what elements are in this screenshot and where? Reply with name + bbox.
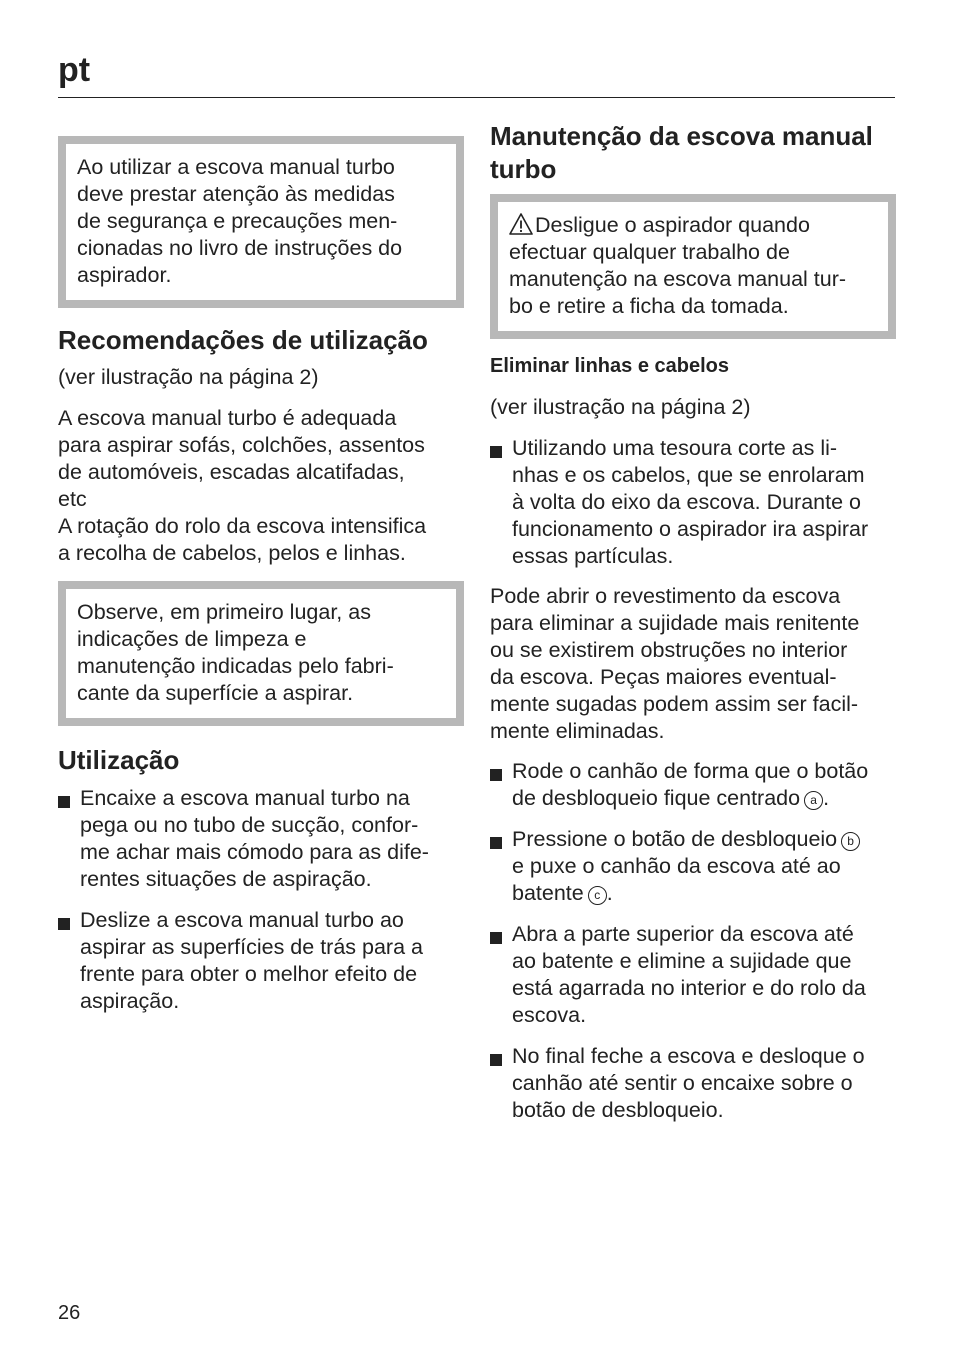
heading-line: turbo bbox=[490, 154, 557, 184]
paragraph-line: ou se existirem obstruções no interior bbox=[490, 638, 848, 662]
bullet-square-icon bbox=[58, 796, 70, 808]
language-marker: pt bbox=[58, 51, 91, 89]
warning-text: Desligue o aspirador quando bbox=[535, 213, 810, 237]
paragraph-line: de automóveis, escadas alcatifadas, bbox=[58, 460, 405, 484]
paragraph-line: mente sugadas podem assim ser facil- bbox=[490, 692, 859, 716]
list-item bbox=[58, 907, 464, 1015]
note-line: indicações de limpeza e bbox=[77, 627, 307, 651]
warning-triangle-icon bbox=[509, 213, 533, 235]
recommendations-heading: Recomendações de utilização bbox=[58, 325, 428, 355]
right-column bbox=[490, 120, 896, 1124]
bullet-square-icon bbox=[490, 837, 502, 849]
warning-line: manutenção na escova manual tur- bbox=[509, 267, 847, 291]
recommendations-paragraph bbox=[58, 405, 464, 567]
item-line: aspirar as superfícies de trás para a bbox=[80, 935, 423, 959]
safety-line: aspirador. bbox=[77, 263, 172, 287]
paragraph-line: mente eliminadas. bbox=[490, 719, 665, 743]
marker-a-icon: a bbox=[804, 791, 823, 810]
item-line: e puxe o canhão da escova até ao bbox=[512, 854, 841, 878]
paragraph-line: a recolha de cabelos, pelos e linhas. bbox=[58, 541, 406, 565]
paragraph-line: Pode abrir o revestimento da escova bbox=[490, 584, 841, 608]
list-item bbox=[490, 826, 896, 907]
bullet-square-icon bbox=[490, 932, 502, 944]
paragraph-line: A escova manual turbo é adequada bbox=[58, 406, 397, 430]
safety-line: cionadas no livro de instruções do bbox=[77, 236, 403, 260]
subsection-reference: (ver ilustração na página 2) bbox=[490, 395, 751, 419]
note-line: cante da superfície a aspirar. bbox=[77, 681, 354, 705]
bullet-square-icon bbox=[490, 769, 502, 781]
item-line: funcionamento o aspirador ira aspirar bbox=[512, 517, 869, 541]
item-line: ao batente e elimine a sujidade que bbox=[512, 949, 852, 973]
item-line: Abra a parte superior da escova até bbox=[512, 922, 854, 946]
item-line: nhas e os cabelos, que se enrolaram bbox=[512, 463, 865, 487]
subsection-heading: Eliminar linhas e cabelos bbox=[490, 355, 729, 377]
item-line bbox=[512, 785, 896, 812]
list-item bbox=[490, 435, 896, 570]
cutting-list bbox=[490, 435, 896, 570]
item-text: de desbloqueio fique centrado bbox=[512, 786, 801, 810]
paragraph-line: para aspirar sofás, colchões, assentos bbox=[58, 433, 425, 457]
item-line: escova. bbox=[512, 1003, 587, 1027]
item-text: Pressione o botão de desbloqueio bbox=[512, 827, 838, 851]
left-column bbox=[58, 120, 464, 1015]
list-item bbox=[490, 1043, 896, 1124]
steps-list bbox=[490, 758, 896, 1124]
bullet-square-icon bbox=[490, 446, 502, 458]
warning-box bbox=[490, 194, 896, 339]
item-line: botão de desbloqueio. bbox=[512, 1098, 724, 1122]
item-text: . bbox=[606, 881, 613, 905]
list-item bbox=[58, 785, 464, 893]
page-number: 26 bbox=[58, 1302, 81, 1324]
note-line: manutenção indicadas pelo fabri- bbox=[77, 654, 394, 678]
item-line: Deslize a escova manual turbo ao bbox=[80, 908, 404, 932]
paragraph-line: etc bbox=[58, 487, 87, 511]
heading-line: Manutenção da escova manual bbox=[490, 121, 873, 151]
item-line: frente para obter o melhor efeito de bbox=[80, 962, 418, 986]
item-line: me achar mais cómodo para as dife- bbox=[80, 840, 429, 864]
item-line bbox=[512, 826, 896, 853]
bullet-square-icon bbox=[58, 918, 70, 930]
marker-c-icon: c bbox=[588, 886, 607, 905]
item-line: essas partículas. bbox=[512, 544, 674, 568]
warning-line: bo e retire a ficha da tomada. bbox=[509, 294, 789, 318]
item-line: pega ou no tubo de sucção, confor- bbox=[80, 813, 419, 837]
care-note-box bbox=[58, 581, 464, 726]
warning-line: efectuar qualquer trabalho de bbox=[509, 240, 790, 264]
safety-note-box bbox=[58, 136, 464, 308]
maintenance-heading bbox=[490, 120, 896, 186]
paragraph-line: da escova. Peças maiores eventual- bbox=[490, 665, 837, 689]
item-line: à volta do eixo da escova. Durante o bbox=[512, 490, 861, 514]
header-rule bbox=[58, 97, 895, 98]
list-item bbox=[490, 758, 896, 812]
item-text: . bbox=[823, 786, 830, 810]
item-line: Rode o canhão de forma que o botão bbox=[512, 759, 869, 783]
bullet-square-icon bbox=[490, 1054, 502, 1066]
note-line: Observe, em primeiro lugar, as bbox=[77, 600, 371, 624]
usage-heading: Utilização bbox=[58, 745, 180, 775]
safety-line: de segurança e precauções men- bbox=[77, 209, 398, 233]
usage-list bbox=[58, 785, 464, 1015]
item-line: Utilizando uma tesoura corte as li- bbox=[512, 436, 838, 460]
item-line: canhão até sentir o encaixe sobre o bbox=[512, 1071, 853, 1095]
warning-line bbox=[509, 212, 877, 239]
safety-line: Ao utilizar a escova manual turbo bbox=[77, 155, 395, 179]
item-line: está agarrada no interior e do rolo da bbox=[512, 976, 866, 1000]
item-line: No final feche a escova e desloque o bbox=[512, 1044, 865, 1068]
item-line: rentes situações de aspiração. bbox=[80, 867, 372, 891]
list-item bbox=[490, 921, 896, 1029]
housing-paragraph bbox=[490, 583, 896, 745]
item-line bbox=[512, 880, 896, 907]
item-text: batente bbox=[512, 881, 584, 905]
paragraph-line: para eliminar a sujidade mais renitente bbox=[490, 611, 860, 635]
paragraph-line: A rotação do rolo da escova intensifica bbox=[58, 514, 427, 538]
marker-b-icon: b bbox=[841, 832, 860, 851]
item-line: aspiração. bbox=[80, 989, 180, 1013]
safety-line: deve prestar atenção às medidas bbox=[77, 182, 395, 206]
item-line: Encaixe a escova manual turbo na bbox=[80, 786, 410, 810]
recommendations-reference: (ver ilustração na página 2) bbox=[58, 365, 319, 389]
